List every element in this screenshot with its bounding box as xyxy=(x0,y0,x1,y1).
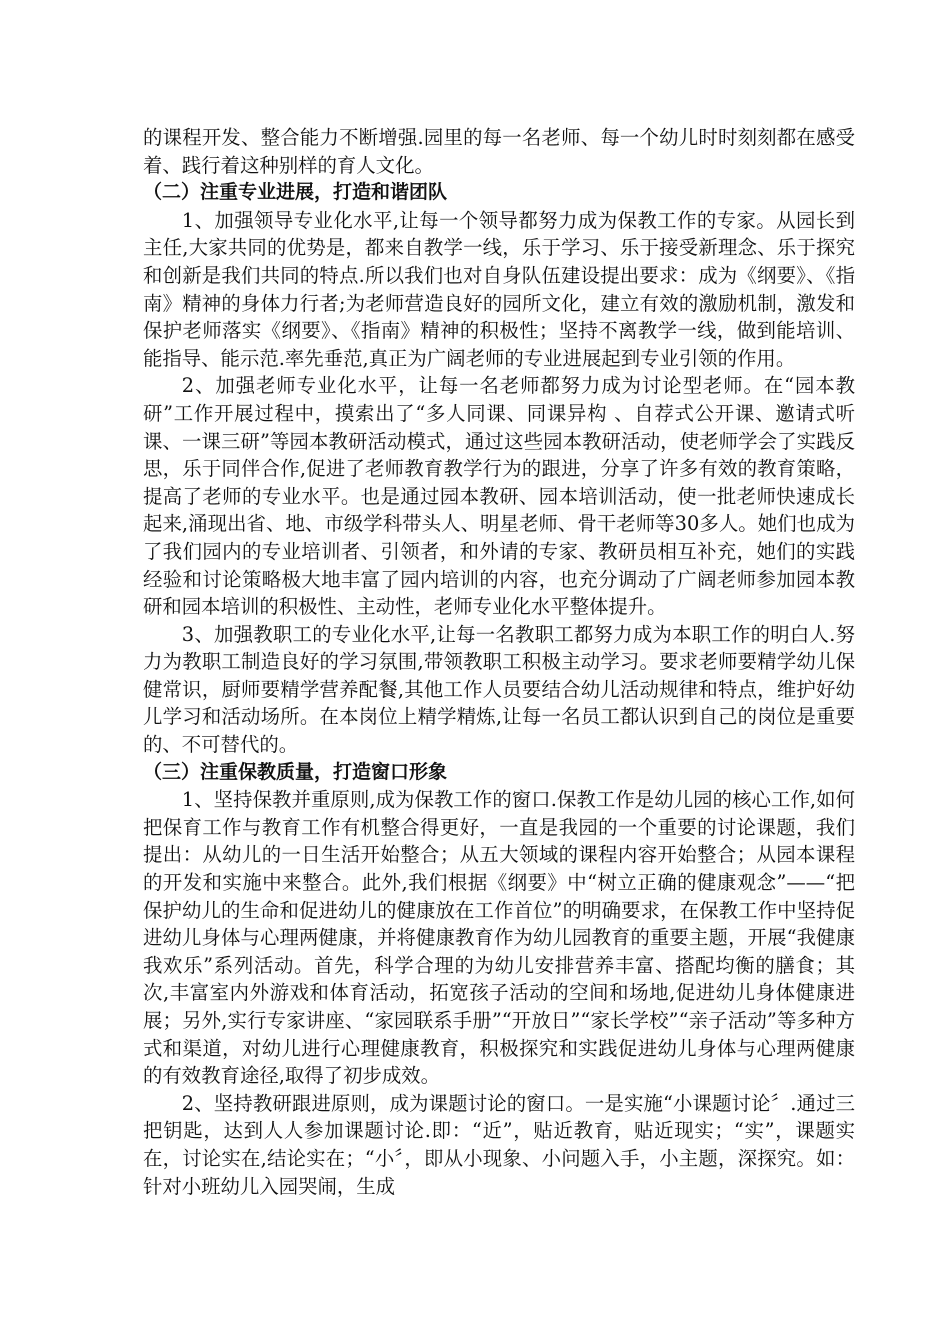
document-body xyxy=(143,124,855,1200)
paragraph-teacher-professionalism: 2、加强老师专业化水平，让每一名老师都努力成为讨论型老师。在“园本教研”工作开展过程中，摸索出了“多人同课、同课异构 、自荐式公开课、邀请式听课、一课三研”等园本教研活动模式，通过这些园本教研活动，使老师学会了实践反思，乐于同伴合作,促进了老师教育教学行为的跟进，分享了许多有效的教育策略，提高了老师的专业水平。也是通过园本教研、园本培训活动，使一批老师快速成长起来,涌现出省、地、市级学科带头人、明星老师、骨干老师等30多人。她们也成为了我们园内的专业培训者、引领者，和外请的专家、教研员相互补充，她们的实践经验和讨论策略极大地丰富了园内培训的内容，也充分调动了广阔老师参加园本教研和园本培训的积极性、主动性，老师专业化水平整体提升。 xyxy=(143,374,855,619)
paragraph-leader-professionalism: 1、加强领导专业化水平,让每一个领导都努力成为保教工作的专家。从园长到主任,大家共同的优势是，都来自教学一线，乐于学习、乐于接受新理念、乐于探究和创新是我们共同的特点.所以我们也对自身队伍建设提出要求：成为《纲要》、《指南》精神的身体力行者;为老师营造良好的园所文化，建立有效的激励机制，激发和保护老师落实《纲要》、《指南》精神的积极性；坚持不离教学一线，做到能培训、能指导、能示范.率先垂范,真正为广阔老师的专业进展起到专业引领的作用。 xyxy=(143,208,855,370)
section-heading-team: （二）注重专业进展，打造和谐团队 xyxy=(143,181,448,204)
section-heading-quality: （三）注重保教质量，打造窗口形象 xyxy=(143,760,448,783)
paragraph-care-education: 1、坚持保教并重原则,成为保教工作的窗口.保教工作是幼儿园的核心工作,如何把保育工作与教育工作有机整合得更好，一直是我园的一个重要的讨论课题，我们提出：从幼儿的一日生活开始整合；从五大领域的课程内容开始整合；从园本课程的开发和实施中来整合。此外,我们根据《纲要》中“树立正确的健康观念”——“把保护幼儿的生命和促进幼儿的健康放在工作首位”的明确要求，在保教工作中坚持促进幼儿身体与心理两健康，并将健康教育作为幼儿园教育的重要主题，开展“我健康我欢乐”系列活动。首先，科学合理的为幼儿安排营养丰富、搭配均衡的膳食；其次,丰富室内外游戏和体育活动，拓宽孩子活动的空间和场地,促进幼儿身体健康进展；另外,实行专家讲座、“家园联系手册”“开放日”“家长学校”“亲子活动”等多种方式和渠道，对幼儿进行心理健康教育，积极探究和实践促进幼儿身体与心理两健康的有效教育途径,取得了初步成效。 xyxy=(143,788,855,1088)
paragraph-staff-professionalism: 3、加强教职工的专业化水平,让每一名教职工都努力成为本职工作的明白人.努力为教职工制造良好的学习氛围,带领教职工积极主动学习。要求老师要精学幼儿保健常识，厨师要精学营养配餐,其他工作人员要结合幼儿活动规律和特点，维护好幼儿学习和活动场所。在本岗位上精学精炼,让每一名员工都认识到自己的岗位是重要的、不可替代的。 xyxy=(143,622,855,757)
paragraph-culture-continuation: 的课程开发、整合能力不断增强.园里的每一名老师、每一个幼儿时时刻刻都在感受着、践行着这种别样的育人文化。 xyxy=(143,126,855,177)
paragraph-research-followup: 2、坚持教研跟进原则，成为课题讨论的窗口。一是实施“小课题讨论〞.通过三把钥匙，达到人人参加课题讨论.即：“近”，贴近教育，贴近现实；“实”，课题实在，讨论实在,结论实在；“小〞，即从小现象、小问题入手，小主题，深探究。如：针对小班幼儿入园哭闹，生成 xyxy=(143,1091,855,1198)
